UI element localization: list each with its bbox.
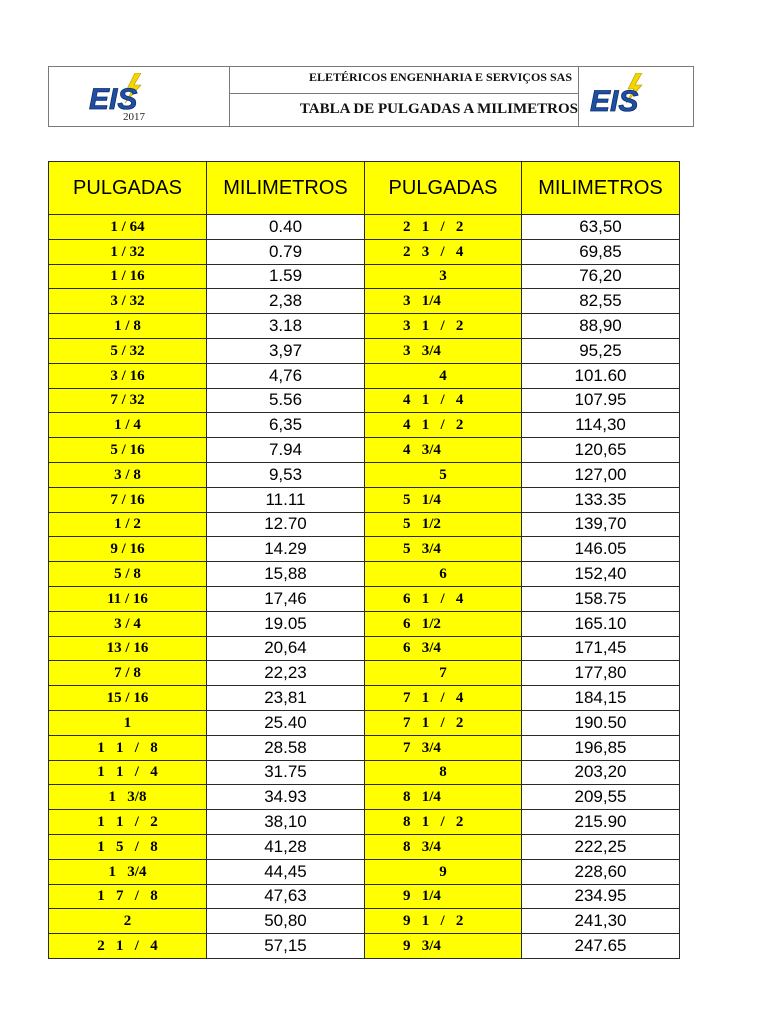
- table-body: [49, 215, 680, 959]
- eis-logo-left: [83, 73, 173, 113]
- inch-value: 8 1/4: [365, 785, 522, 810]
- table-row: [49, 537, 680, 562]
- lightning-bolt-icon: [83, 73, 173, 113]
- table-row: [49, 636, 680, 661]
- mm-value: 184,15: [522, 686, 680, 711]
- table-row: [49, 388, 680, 413]
- mm-value: 63,50: [522, 215, 680, 240]
- inch-value: 7 1 / 2: [365, 710, 522, 735]
- table-row: [49, 710, 680, 735]
- table-row: [49, 834, 680, 859]
- inch-value: 5 3/4: [365, 537, 522, 562]
- inch-value: 1 3/4: [49, 859, 207, 884]
- inch-value: 4: [365, 363, 522, 388]
- mm-value: 25.40: [207, 710, 365, 735]
- inch-value: 7 / 8: [49, 661, 207, 686]
- column-header-inches: PULGADAS: [365, 162, 522, 215]
- table-row: [49, 462, 680, 487]
- inch-value: 4 3/4: [365, 438, 522, 463]
- header-title-cell: [229, 67, 579, 126]
- inch-value: 1 / 32: [49, 239, 207, 264]
- table-row: [49, 760, 680, 785]
- inch-value: 3 / 32: [49, 289, 207, 314]
- mm-value: 228,60: [522, 859, 680, 884]
- inch-value: 3 / 16: [49, 363, 207, 388]
- inch-value: 1 / 64: [49, 215, 207, 240]
- inch-value: 1 1 / 2: [49, 810, 207, 835]
- mm-value: 241,30: [522, 909, 680, 934]
- document-title: TABLA DE PULGADAS A MILIMETROS: [299, 101, 578, 117]
- mm-value: 31.75: [207, 760, 365, 785]
- inch-value: 7 1 / 4: [365, 686, 522, 711]
- table-row: [49, 686, 680, 711]
- mm-value: 22,23: [207, 661, 365, 686]
- column-header-millimeters: MILIMETROS: [522, 162, 680, 215]
- mm-value: 190.50: [522, 710, 680, 735]
- mm-value: 114,30: [522, 413, 680, 438]
- mm-value: 50,80: [207, 909, 365, 934]
- inch-value: 2 1 / 4: [49, 934, 207, 959]
- mm-value: 76,20: [522, 264, 680, 289]
- document-header: [48, 66, 694, 127]
- mm-value: 20,64: [207, 636, 365, 661]
- inch-value: 8 1 / 2: [365, 810, 522, 835]
- mm-value: 165.10: [522, 611, 680, 636]
- mm-value: 7.94: [207, 438, 365, 463]
- inch-value: 1 1 / 8: [49, 735, 207, 760]
- inch-value: 5 1/2: [365, 512, 522, 537]
- inch-value: 1 / 4: [49, 413, 207, 438]
- inch-value: 9 / 16: [49, 537, 207, 562]
- table-row: [49, 289, 680, 314]
- table-row: [49, 909, 680, 934]
- inch-value: 7 / 16: [49, 487, 207, 512]
- mm-value: 19.05: [207, 611, 365, 636]
- mm-value: 120,65: [522, 438, 680, 463]
- mm-value: 133.35: [522, 487, 680, 512]
- inch-value: 9 1/4: [365, 884, 522, 909]
- mm-value: 95,25: [522, 338, 680, 363]
- inch-value: 5 / 8: [49, 562, 207, 587]
- table-row: [49, 264, 680, 289]
- inch-value: 1 / 16: [49, 264, 207, 289]
- mm-value: 44,45: [207, 859, 365, 884]
- mm-value: 57,15: [207, 934, 365, 959]
- inch-value: 15 / 16: [49, 686, 207, 711]
- inch-value: 1 / 8: [49, 314, 207, 339]
- inch-value: 1 7 / 8: [49, 884, 207, 909]
- mm-value: 17,46: [207, 586, 365, 611]
- inch-value: 3 / 8: [49, 462, 207, 487]
- table-row: [49, 215, 680, 240]
- inch-value: 4 1 / 2: [365, 413, 522, 438]
- inch-value: 2 3 / 4: [365, 239, 522, 264]
- inch-value: 7 3/4: [365, 735, 522, 760]
- mm-value: 88,90: [522, 314, 680, 339]
- inch-to-mm-table: [48, 161, 680, 959]
- table-row: [49, 487, 680, 512]
- mm-value: 2,38: [207, 289, 365, 314]
- inch-value: 2: [49, 909, 207, 934]
- logo-year: 2017: [123, 111, 145, 123]
- table-header-row: [49, 162, 680, 215]
- mm-value: 203,20: [522, 760, 680, 785]
- company-name: ELETÉRICOS ENGENHARIA E SERVIÇOS SAS: [229, 67, 578, 94]
- table-row: [49, 785, 680, 810]
- inch-value: 3 3/4: [365, 338, 522, 363]
- mm-value: 146.05: [522, 537, 680, 562]
- table-row: [49, 661, 680, 686]
- mm-value: 3.18: [207, 314, 365, 339]
- table-row: [49, 338, 680, 363]
- inch-value: 6 1/2: [365, 611, 522, 636]
- inch-value: 5 1/4: [365, 487, 522, 512]
- table-row: [49, 413, 680, 438]
- mm-value: 12.70: [207, 512, 365, 537]
- mm-value: 1.59: [207, 264, 365, 289]
- mm-value: 215.90: [522, 810, 680, 835]
- inch-value: 5 / 16: [49, 438, 207, 463]
- inch-value: 1 5 / 8: [49, 834, 207, 859]
- inch-value: 5: [365, 462, 522, 487]
- table-row: [49, 586, 680, 611]
- mm-value: 69,85: [522, 239, 680, 264]
- inch-value: 5 / 32: [49, 338, 207, 363]
- mm-value: 34.93: [207, 785, 365, 810]
- inch-value: 7: [365, 661, 522, 686]
- table-row: [49, 363, 680, 388]
- header-logo-cell-right: [578, 67, 693, 126]
- mm-value: 15,88: [207, 562, 365, 587]
- mm-value: 0.40: [207, 215, 365, 240]
- mm-value: 247.65: [522, 934, 680, 959]
- mm-value: 3,97: [207, 338, 365, 363]
- table-row: [49, 438, 680, 463]
- inch-value: 11 / 16: [49, 586, 207, 611]
- table-row: [49, 314, 680, 339]
- mm-value: 139,70: [522, 512, 680, 537]
- inch-value: 4 1 / 4: [365, 388, 522, 413]
- table-row: [49, 859, 680, 884]
- inch-value: 6 3/4: [365, 636, 522, 661]
- lightning-bolt-icon: [584, 73, 674, 117]
- mm-value: 107.95: [522, 388, 680, 413]
- mm-value: 28.58: [207, 735, 365, 760]
- mm-value: 11.11: [207, 487, 365, 512]
- column-header-inches: PULGADAS: [49, 162, 207, 215]
- table-row: [49, 735, 680, 760]
- mm-value: 177,80: [522, 661, 680, 686]
- inch-value: 9: [365, 859, 522, 884]
- inch-value: 3: [365, 264, 522, 289]
- mm-value: 4,76: [207, 363, 365, 388]
- inch-value: 1 1 / 4: [49, 760, 207, 785]
- mm-value: 14.29: [207, 537, 365, 562]
- inch-value: 3 1 / 2: [365, 314, 522, 339]
- table-row: [49, 934, 680, 959]
- mm-value: 171,45: [522, 636, 680, 661]
- mm-value: 5.56: [207, 388, 365, 413]
- mm-value: 127,00: [522, 462, 680, 487]
- inch-value: 3 / 4: [49, 611, 207, 636]
- inch-value: 13 / 16: [49, 636, 207, 661]
- eis-logo-right: [584, 73, 674, 117]
- mm-value: 82,55: [522, 289, 680, 314]
- svg-text:EIS: EIS: [590, 85, 639, 117]
- inch-value: 8: [365, 760, 522, 785]
- mm-value: 41,28: [207, 834, 365, 859]
- inch-value: 1: [49, 710, 207, 735]
- mm-value: 101.60: [522, 363, 680, 388]
- mm-value: 152,40: [522, 562, 680, 587]
- inch-value: 2 1 / 2: [365, 215, 522, 240]
- mm-value: 196,85: [522, 735, 680, 760]
- table-row: [49, 884, 680, 909]
- mm-value: 9,53: [207, 462, 365, 487]
- table-row: [49, 611, 680, 636]
- header-logo-cell-left: [49, 67, 230, 126]
- table-row: [49, 512, 680, 537]
- inch-value: 1 / 2: [49, 512, 207, 537]
- inch-value: 8 3/4: [365, 834, 522, 859]
- mm-value: 38,10: [207, 810, 365, 835]
- inch-value: 6 1 / 4: [365, 586, 522, 611]
- inch-value: 6: [365, 562, 522, 587]
- mm-value: 23,81: [207, 686, 365, 711]
- table-row: [49, 562, 680, 587]
- mm-value: 158.75: [522, 586, 680, 611]
- mm-value: 222,25: [522, 834, 680, 859]
- mm-value: 234.95: [522, 884, 680, 909]
- inch-value: 1 3/8: [49, 785, 207, 810]
- inch-value: 7 / 32: [49, 388, 207, 413]
- mm-value: 6,35: [207, 413, 365, 438]
- svg-text:EIS: EIS: [89, 83, 138, 113]
- inch-value: 9 3/4: [365, 934, 522, 959]
- column-header-millimeters: MILIMETROS: [207, 162, 365, 215]
- mm-value: 47,63: [207, 884, 365, 909]
- inch-value: 9 1 / 2: [365, 909, 522, 934]
- table-row: [49, 810, 680, 835]
- inch-value: 3 1/4: [365, 289, 522, 314]
- mm-value: 0.79: [207, 239, 365, 264]
- table-row: [49, 239, 680, 264]
- mm-value: 209,55: [522, 785, 680, 810]
